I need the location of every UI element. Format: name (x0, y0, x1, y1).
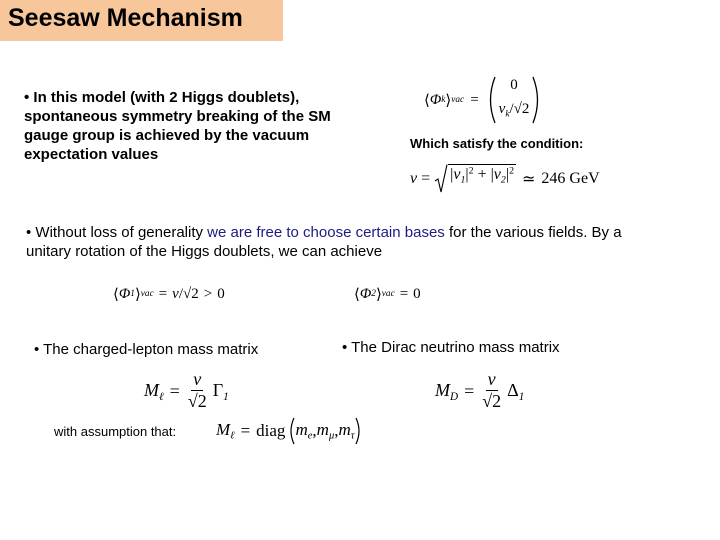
bases-text-1: • Without loss of generality (26, 224, 208, 241)
phi2-vev-equation: ⟨ Φ 2 ⟩ vac = 0 (354, 285, 421, 303)
phi1-vev-equation: ⟨ Φ 1 ⟩ vac = v /√2 > 0 (113, 285, 225, 303)
bases-text-2: for the various fields. By a unitary rotation of the Higgs doublets, we can achieve (26, 224, 622, 260)
dirac-mass-equation: $M_D$ = $\frac{v}{√2}$ $\Delta_1$ (435, 369, 525, 412)
intro-text: • In this model (with 2 Higgs doublets), spontaneous symmetry breaking of the SM gauge group is achieved by the vacuum expectation values (24, 89, 331, 163)
charged-lepton-label: • The charged-lepton mass matrix (34, 341, 259, 358)
vev-condition-equation: v = $|v_1|^2 + |v_2|^2$ ≃ 246 GeV (410, 162, 600, 196)
bases-text (26, 223, 646, 261)
charged-lepton-mass-equation: $M_\ell$ = $\frac{v}{√2}$ $\Gamma_1$ (144, 369, 229, 412)
condition-label: Which satisfy the condition: (410, 136, 584, 151)
bases-highlight: we are free to choose certain bases (207, 224, 445, 241)
page-title: Seesaw Mechanism (8, 4, 243, 32)
vev-equation: ⟨ Φ k ⟩ vac = 0 $v_k/√2$ (424, 74, 543, 126)
assumption-label: with assumption that: (54, 424, 177, 439)
diagonal-assumption-equation: $M_\ell$ = diag $m_e$ , $m_\mu$ , $m_\tau$ (216, 416, 363, 446)
dirac-neutrino-label: • The Dirac neutrino mass matrix (342, 339, 560, 356)
